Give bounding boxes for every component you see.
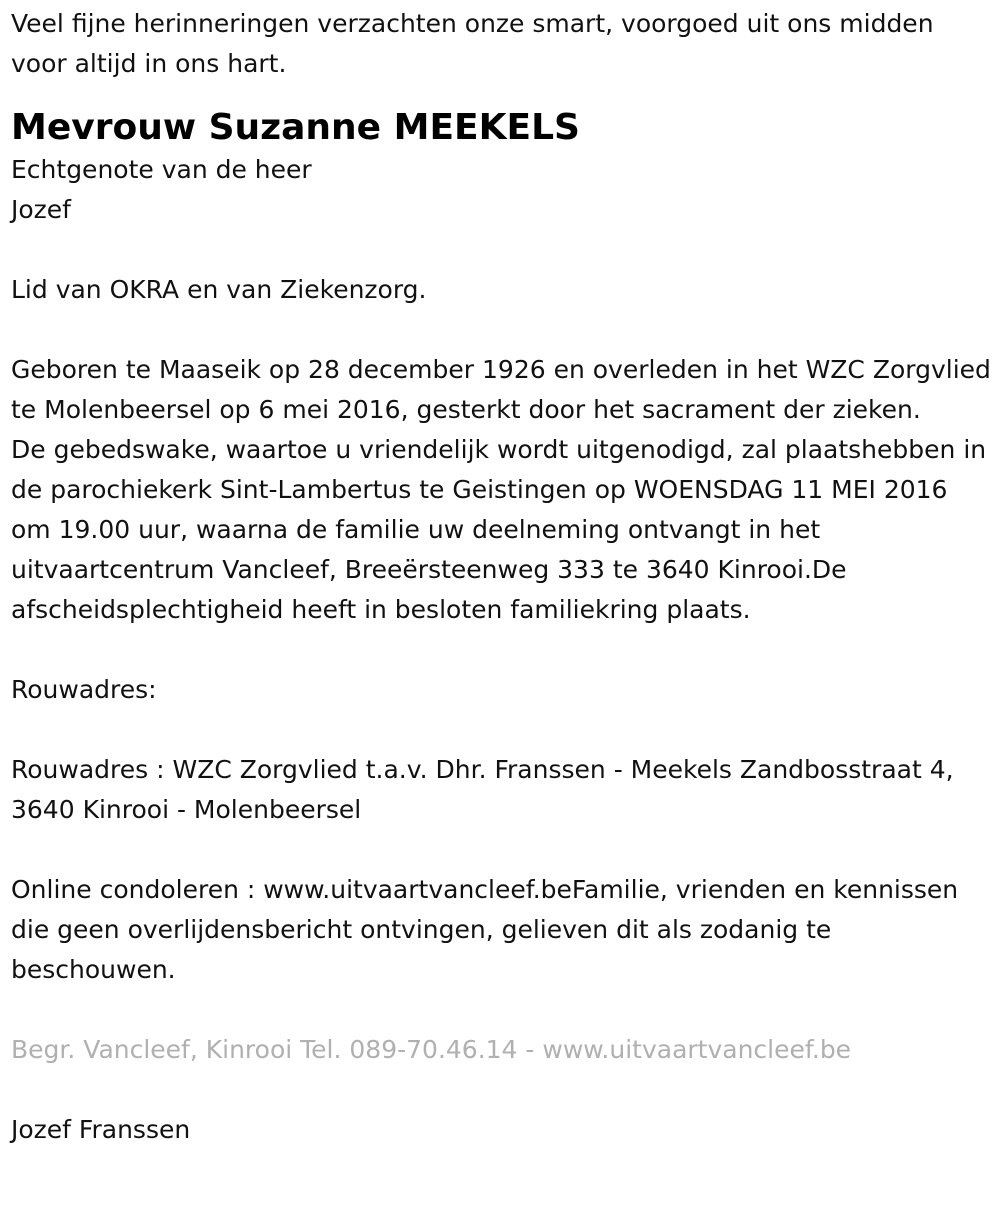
obituary-document [11,4,991,1150]
intro-text: Veel fijne herinneringen verzachten onze smart, voorgoed uit ons midden voor altijd in ons hart. [11,9,934,78]
spacer [11,230,991,270]
rouwadres-label: Rouwadres: [11,675,157,704]
spouse-line-1: Echtgenote van de heer [11,155,312,184]
birth-death-text: Geboren te Maaseik op 28 december 1926 en overleden in het WZC Zorgvlied te Molenbeersel op 6 mei 2016, gesterkt door het sacrament der zieken. [11,355,991,424]
undertaker-text: Begr. Vancleef, Kinrooi Tel. 089-70.46.14 - www.uitvaartvancleef.be [11,1035,852,1064]
rouwadres-text: Rouwadres : WZC Zorgvlied t.a.v. Dhr. Franssen - Meekels Zandbosstraat 4, 3640 Kinrooi - Molenbeersel [11,755,954,824]
spacer [11,310,991,350]
spacer [11,710,991,750]
spacer [11,630,991,670]
spacer [11,990,991,1030]
membership-text: Lid van OKRA en van Ziekenzorg. [11,275,427,304]
spacer [11,1070,991,1110]
ceremony-text: De gebedswake, waartoe u vriendelijk wordt uitgenodigd, zal plaatshebben in de parochiekerk Sint-Lambertus te Geistingen op WOENSDAG 11 MEI 2016 om 19.00 uur, waarna de familie uw deelneming ontvangt in het uitvaartcentrum Vancleef, Breeërsteenweg 333 te 3640 Kinrooi.De afscheidsplechtigheid heeft in besloten familiekring plaats. [11,435,987,624]
spacer [11,830,991,870]
spouse-line-2: Jozef [11,195,71,224]
signature-text: Jozef Franssen [11,1115,191,1144]
online-condolence-text: Online condoleren : www.uitvaartvancleef.beFamilie, vrienden en kennissen die geen overlijdensbericht ontvingen, gelieven dit als zodanig te beschouwen. [11,875,959,984]
deceased-name: Mevrouw Suzanne MEEKELS [11,107,580,148]
